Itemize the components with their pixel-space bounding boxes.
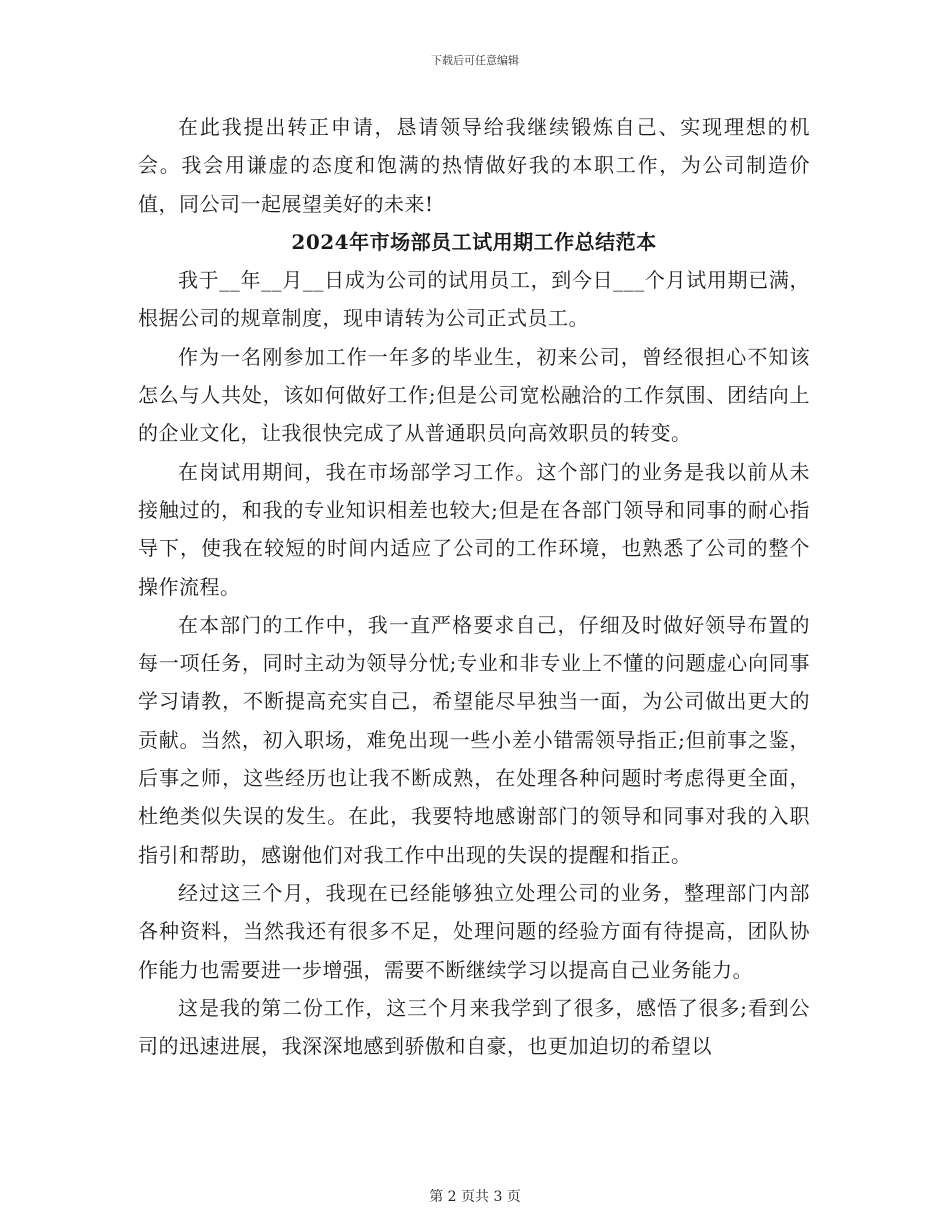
- paragraph-intro: 在此我提出转正申请，恳请领导给我继续锻炼自己、实现理想的机会。我会用谦虚的态度和饱满的热情做好我的本职工作，为公司制造价值，同公司一起展望美好的未来!: [138, 115, 810, 216]
- paragraph-3: 在岗试用期间，我在市场部学习工作。这个部门的业务是我以前从未接触过的，和我的专业知识相差也较大;但是在各部门领导和同事的耐心指导下，使我在较短的时间内适应了公司的工作环境，也熟悉了公司的整个操作流程。: [138, 459, 810, 599]
- paragraph-5: 经过这三个月，我现在已经能够独立处理公司的业务，整理部门内部各种资料，当然我还有很多不足，处理问题的经验方面有待提高，团队协作能力也需要进一步增强，需要不断继续学习以提高自己业务能力。: [138, 880, 810, 982]
- document-title: 2024年市场部员工试用期工作总结范本: [291, 229, 657, 254]
- paragraph-1: 我于__年__月__日成为公司的试用员工，到今日___个月试用期已满，根据公司的规章制度，现申请转为公司正式员工。: [138, 268, 810, 331]
- page-header-note: 下载后可任意编辑: [431, 54, 519, 67]
- paragraph-4: 在本部门的工作中，我一直严格要求自己，仔细及时做好领导布置的每一项任务，同时主动为领导分忧;专业和非专业上不懂的问题虚心向同事学习请教，不断提高充实自己，希望能尽早独当一面，为公司做出更大的贡献。当然，初入职场，难免出现一些小差小错需领导指正;但前事之鉴，后事之师，这些经历也让我不断成熟，在处理各种问题时考虑得更全面，杜绝类似失误的发生。在此，我要特地感谢部门的领导和同事对我的入职指引和帮助，感谢他们对我工作中出现的失误的提醒和指正。: [138, 612, 810, 867]
- document-body: [138, 108, 810, 1065]
- paragraph-6: 这是我的第二份工作，这三个月来我学到了很多，感悟了很多;看到公司的迅速进展，我深深地感到骄傲和自豪，也更加迫切的希望以: [138, 995, 810, 1059]
- page-number: 第 2 页共 3 页: [429, 1189, 521, 1205]
- paragraph-2: 作为一名刚参加工作一年多的毕业生，初来公司，曾经很担心不知该怎么与人共处，该如何做好工作;但是公司宽松融洽的工作氛围、团结向上的企业文化，让我很快完成了从普通职员向高效职员的转变。: [138, 344, 810, 446]
